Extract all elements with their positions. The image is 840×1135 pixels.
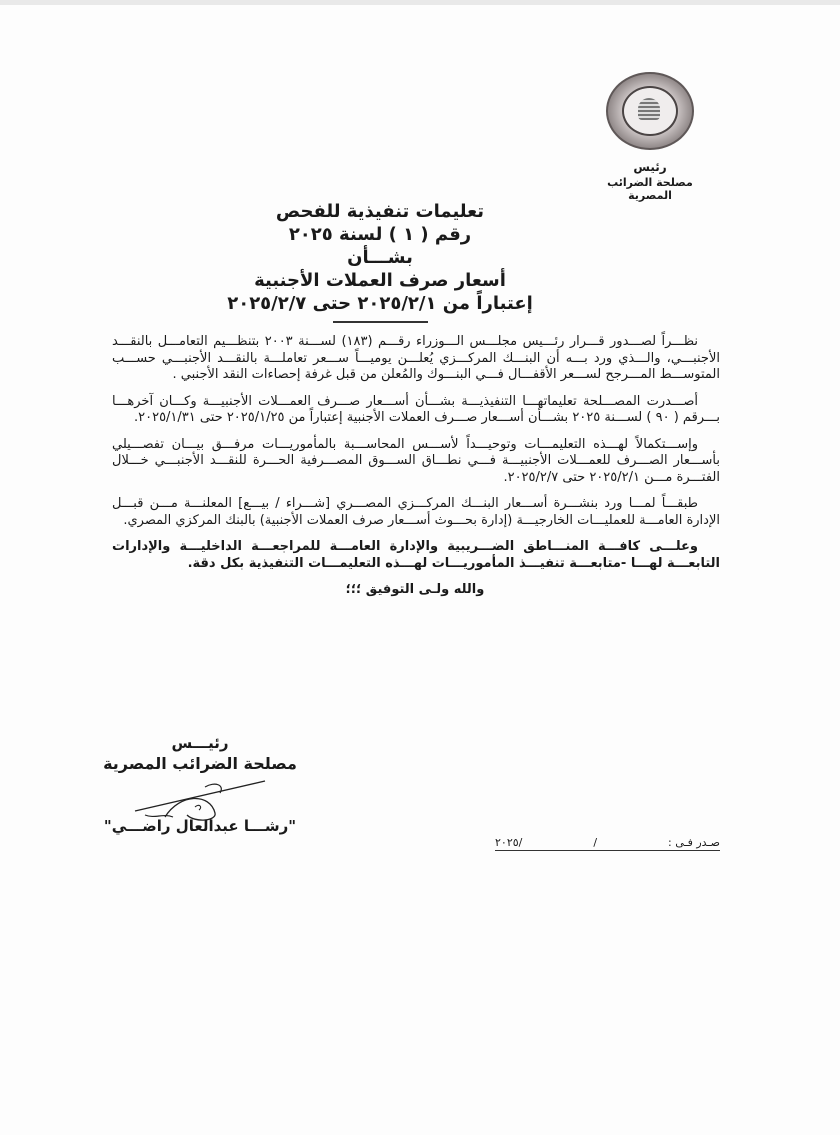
issued-label: صـدر فـى : — [668, 836, 720, 849]
signatory-title: رئيـــس — [171, 734, 229, 752]
closing-phrase: والله ولـى التوفيق ؛؛؛ — [345, 582, 485, 597]
heading-number: رقم ( ١ ) لسنة ٢٠٢٥ — [288, 224, 472, 245]
seal-dome-icon — [638, 98, 660, 120]
signature-block — [80, 734, 320, 835]
paragraph-2: أصـــدرت المصـــلحة تعليماتهـــا التنفيذيـــة بشـــأن أســـعار صـــرف العمـــلات الأجنبيـــة وكـــان آخرهـــا بـــرقم ( ٩٠ ) لســـنة ٢٠٢٥ بشـــأن أســـعار صـــرف العملات الأجنبية إعتباراً من ٢٠٢٥/١/٢٥ حتى ٢٠٢٥/١/٣١. — [112, 393, 720, 425]
official-seal-logo — [606, 72, 694, 150]
paragraph-3: وإســـتكمالاً لهـــذه التعليمـــات وتوحيـــداً لأســـس المحاســـبة بالمأموريـــات مرفـــق بيـــان تفصـــيلي بأســـعار الصـــرف للعمـــلات الأجنبيـــة فـــي نطـــاق الســـوق المصـــرفية الحـــرة للنقـــد الأجنبـــي خـــلال الفتـــرة مـــن ٢٠٢٥/٢/١ حتى ٢٠٢٥/٢/٧. — [112, 436, 720, 485]
paragraph-1: نظـــراً لصـــدور قـــرار رئـــيس مجلـــس الـــوزراء رقـــم (١٨٣) لســـنة ٢٠٠٣ بتنظـــيم التعامـــل بالنقـــد الأجنبـــي، والـــذي ورد بـــه أن البنـــك المركـــزي يُعلـــن يوميـــاً ســـعر تعاملـــة بالنقـــد الأجنبـــي حســـب المتوســـط المـــرجح لســـعر الأقفـــال فـــي البنـــوك والمُعلن من قبل غرفة إحصاءات النقد الأجنبي . — [112, 334, 720, 382]
issued-year: /٢٠٢٥ — [495, 836, 523, 849]
heading-title: تعليمات تنفيذية للفحص — [275, 201, 485, 222]
seal-emblem — [622, 86, 678, 136]
handwritten-signature-icon — [125, 773, 275, 823]
document-body — [112, 334, 720, 599]
signatory-authority: مصلحة الضرائب المصرية — [103, 754, 297, 773]
letterhead — [590, 72, 710, 202]
heading-regarding: بشـــأن — [347, 247, 413, 268]
letterhead-authority: مصلحة الضرائب المصرية — [607, 176, 693, 202]
heading-subject: أسعار صرف العملات الأجنبية — [254, 270, 506, 291]
paragraph-5: وعلـــى كافـــة المنـــاطق الضـــريبية والإدارة العامـــة للمراجعـــة الداخليـــة والإدارات التابعـــة لهـــا -متابعـــة تنفيـــذ المأموريـــات لهـــذه التعليمـــات التنفيذية بكل دقة. — [112, 539, 720, 571]
heading-period: إعتباراً من ٢٠٢٥/٢/١ حتى ٢٠٢٥/٢/٧ — [227, 293, 533, 314]
signatory-name: "رشـــا عبدالعال راضـــي" — [103, 817, 297, 835]
issued-date-blank: / — [593, 836, 598, 849]
paragraph-4: طبقـــاً لمـــا ورد بنشـــرة أســـعار البنـــك المركـــزي المصـــري [شـــراء / بيـــع] المعلنـــة مـــن قبـــل الإدارة العامـــة للعمليـــات الخارجيـــة (إدارة بحـــوث أســـعار صرف العملات الأجنبية) بالبنك المركزي المصري. — [112, 496, 720, 528]
document-heading — [200, 200, 560, 323]
letterhead-title: رئيس — [633, 160, 667, 174]
heading-divider — [333, 321, 428, 323]
issue-date-line — [495, 836, 720, 851]
